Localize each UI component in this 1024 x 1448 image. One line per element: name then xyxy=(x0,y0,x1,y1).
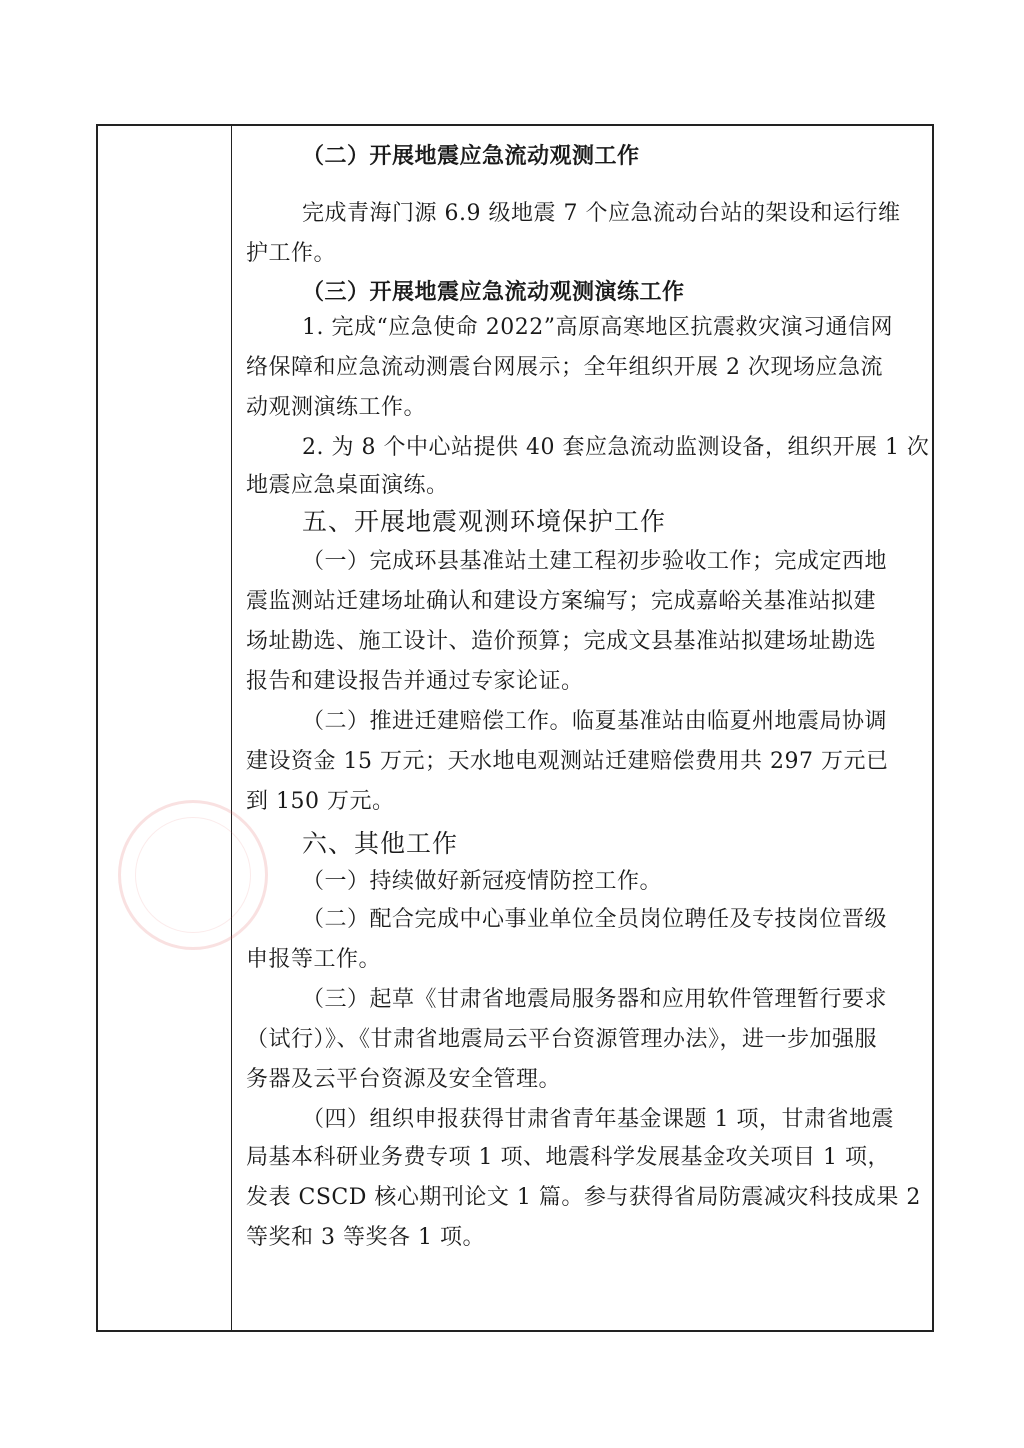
text-line: 护工作。 xyxy=(246,241,337,266)
text-line: 报告和建设报告并通过专家论证。 xyxy=(246,669,584,694)
text-line: （一）持续做好新冠疫情防控工作。 xyxy=(302,869,663,894)
text-line: 务器及云平台资源及安全管理。 xyxy=(246,1067,562,1092)
table-frame xyxy=(96,124,934,1332)
text-line: 完成青海门源 6.9 级地震 7 个应急流动台站的架设和运行维 xyxy=(302,201,901,226)
sub-heading: （三）开展地震应急流动观测演练工作 xyxy=(302,279,685,305)
text-line: （二）推进迁建赔偿工作。临夏基准站由临夏州地震局协调 xyxy=(302,709,888,734)
text-line: 络保障和应急流动测震台网展示；全年组织开展 2 次现场应急流 xyxy=(246,355,883,380)
text-line: （一）完成环县基准站土建工程初步验收工作；完成定西地 xyxy=(302,549,888,574)
text-line: 建设资金 15 万元；天水地电观测站迁建赔偿费用共 297 万元已 xyxy=(246,749,889,774)
text-line: 1. 完成“应急使命 2022”高原高寒地区抗震救灾演习通信网 xyxy=(302,315,893,340)
text-line: 等奖和 3 等奖各 1 项。 xyxy=(246,1225,485,1250)
text-line: 2. 为 8 个中心站提供 40 套应急流动监测设备，组织开展 1 次 xyxy=(302,435,930,460)
section-heading: 六、其他工作 xyxy=(302,829,459,858)
text-line: 动观测演练工作。 xyxy=(246,395,427,420)
text-line: 发表 CSCD 核心期刊论文 1 篇。参与获得省局防震减灾科技成果 2 xyxy=(246,1185,921,1210)
text-line: 申报等工作。 xyxy=(246,947,382,972)
text-line: 地震应急桌面演练。 xyxy=(246,473,449,498)
text-line: 场址勘选、施工设计、造价预算；完成文县基准站拟建场址勘选 xyxy=(246,629,877,654)
text-line: （二）配合完成中心事业单位全员岗位聘任及专技岗位晋级 xyxy=(302,907,888,932)
text-line: （四）组织申报获得甘肃省青年基金课题 1 项，甘肃省地震 xyxy=(302,1107,894,1132)
sub-heading: （二）开展地震应急流动观测工作 xyxy=(302,143,640,169)
text-line: 震监测站迁建场址确认和建设方案编写；完成嘉峪关基准站拟建 xyxy=(246,589,877,614)
section-heading: 五、开展地震观测环境保护工作 xyxy=(302,507,667,536)
text-line: 局基本科研业务费专项 1 项、地震科学发展基金攻关项目 1 项， xyxy=(246,1145,890,1170)
text-line: （三）起草《甘肃省地震局服务器和应用软件管理暂行要求 xyxy=(302,987,888,1012)
text-line: 到 150 万元。 xyxy=(246,789,395,814)
text-line: （试行）》、《甘肃省地震局云平台资源管理办法》，进一步加强服 xyxy=(246,1027,878,1052)
left-label-cell xyxy=(98,126,232,1330)
